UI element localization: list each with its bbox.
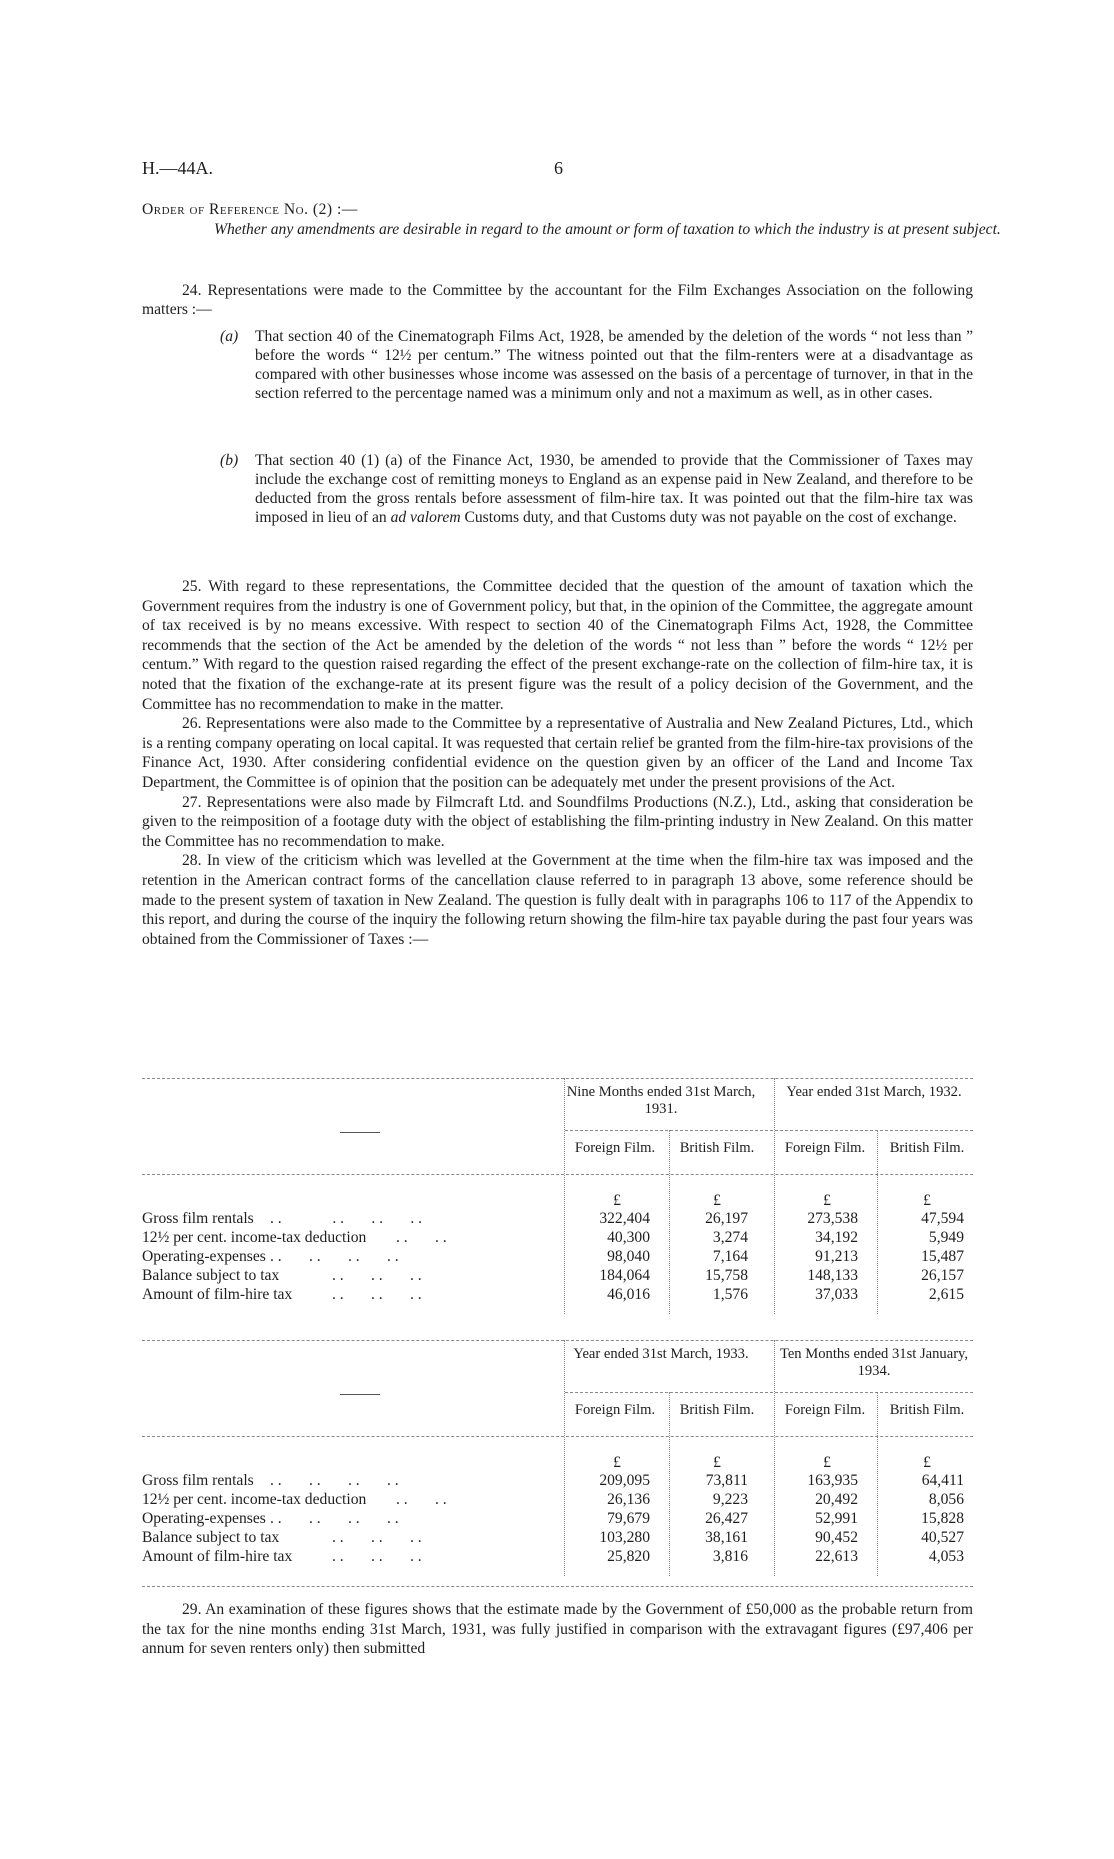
table1-cell: 91,213 xyxy=(815,1248,858,1265)
tax-table-1: Nine Months ended 31st March, 1931. Year ended 31st March, 1932. Foreign Film. British Film. Foreign Film. British Film. £ £ £ £ Gross film rentals 12½ per cent. income-tax deduction Operating-expenses Balance subject to tax Amount of film-hire tax . . . . . . . . . . . . . . . . . . . . . . . . . . . . . . . . 322,404 26,197 273,538 47,594 40,300 3,274 34,192 5,949 98,040 7,164 91,213 15,487 184,064 15,758 148,133 26,157 46,016 1,576 37,033 2,615 xyxy=(142,1078,973,1348)
table1-currency-4: £ xyxy=(923,1192,931,1209)
paragraph-28: 28. In view of the criticism which was levelled at the Government at the time when the film-hire tax was imposed and the retention in the American contract forms of the cancellation clause referred to in paragraph 13 above, some reference should be made to the present system of taxation in New Zealand. The question is fully dealt with in paragraphs 106 to 117 of the Appendix to this report, and during the course of the inquiry the following return showing the film-hire tax payable during the past four years was obtained from the Commissioner of Taxes :— xyxy=(142,852,973,948)
reference-question: Whether any amendments are desirable in regard to the amount or form of taxation to which the industry is at present subject. xyxy=(214,221,1001,238)
table2-cell: 103,280 xyxy=(599,1529,650,1546)
table1-cell: 47,594 xyxy=(921,1210,964,1227)
table2-cell: 4,053 xyxy=(928,1548,964,1565)
table2-cell: 25,820 xyxy=(607,1548,650,1565)
page-number: 6 xyxy=(554,158,563,178)
paragraph-25: 25. With regard to these representations, the Committee decided that the question of the amount of taxation which the Government requires from the industry is one of Government policy, but that, in the opinion of the Committee, the aggregate amount of tax received is by no means excessive. With respect to section 40 of the Cinematograph Films Act, 1928, the Committee recommends that the section of the Act be amended by the deletion of the words “ not less than ” before the words “ 12½ per centum.” With regard to the question raised regarding the effect of the present exchange-rate on the collection of film-hire tax, it is noted that the fixation of the exchange-rate at its present figure was the result of a policy decision of the Government, and the Committee has no recommendation to make in the matter. xyxy=(142,578,973,713)
table2-foreign-1: Foreign Film. xyxy=(574,1402,656,1418)
table1-period1: Nine Months ended 31st March, 1931. xyxy=(566,1084,756,1117)
table2-row-label: Amount of film-hire tax xyxy=(142,1548,293,1565)
table1-foreign-1: Foreign Film. xyxy=(574,1140,656,1156)
table2-period1: Year ended 31st March, 1933. xyxy=(573,1346,749,1362)
table1-currency-1: £ xyxy=(613,1192,621,1209)
table2-cell: 8,056 xyxy=(928,1491,964,1508)
table1-currency-3: £ xyxy=(823,1192,831,1209)
table2-cell: 26,136 xyxy=(607,1491,650,1508)
table2-row-label: 12½ per cent. income-tax deduction xyxy=(142,1491,367,1508)
table2-currency-2: £ xyxy=(713,1454,721,1471)
table1-row-label: Amount of film-hire tax xyxy=(142,1286,293,1303)
paragraph-27: 27. Representations were also made by Filmcraft Ltd. and Soundfilms Productions (N.Z.), Ltd., asking that consideration be given to the reimposition of a footage duty with the object of establishing the film-printing industry in New Zealand. On this matter the Committee has no recommendation to make. xyxy=(142,793,973,850)
table2-currency-4: £ xyxy=(923,1454,931,1471)
table1-cell: 322,404 xyxy=(599,1210,650,1227)
table1-cell: 7,164 xyxy=(712,1248,748,1265)
table1-cell: 184,064 xyxy=(599,1267,650,1284)
table1-cell: 148,133 xyxy=(807,1267,858,1284)
table2-cell: 73,811 xyxy=(705,1472,748,1489)
table2-currency-1: £ xyxy=(613,1454,621,1471)
table2-cell: 9,223 xyxy=(712,1491,748,1508)
table2-cell: 209,095 xyxy=(599,1472,650,1489)
item-a-label: (a) xyxy=(220,328,239,345)
table2-cell: 52,991 xyxy=(815,1510,858,1527)
table1-cell: 40,300 xyxy=(607,1229,650,1246)
paragraphs-25-28 xyxy=(142,577,973,949)
table2-row-label: Gross film rentals xyxy=(142,1472,254,1489)
table1-cell: 273,538 xyxy=(807,1210,858,1227)
table2-currency-3: £ xyxy=(823,1454,831,1471)
table2-british-2: British Film. xyxy=(889,1402,965,1418)
table2-cell: 38,161 xyxy=(705,1529,748,1546)
table1-cell: 3,274 xyxy=(712,1229,748,1246)
table2-cell: 90,452 xyxy=(815,1529,858,1546)
table2-cell: 22,613 xyxy=(815,1548,858,1565)
table1-cell: 26,197 xyxy=(705,1210,748,1227)
table1-cell: 15,758 xyxy=(705,1267,748,1284)
table1-row-label: 12½ per cent. income-tax deduction xyxy=(142,1229,367,1246)
table2-foreign-2: Foreign Film. xyxy=(784,1402,866,1418)
item-b-label: (b) xyxy=(220,452,239,469)
table2-cell: 20,492 xyxy=(815,1491,858,1508)
table1-row-label: Gross film rentals xyxy=(142,1210,254,1227)
table2-row-label: Operating-expenses xyxy=(142,1510,266,1527)
table1-cell: 34,192 xyxy=(815,1229,858,1246)
table2-cell: 64,411 xyxy=(921,1472,964,1489)
item-b-text xyxy=(255,452,973,526)
table1-foreign-2: Foreign Film. xyxy=(784,1140,866,1156)
table1-cell: 2,615 xyxy=(928,1286,964,1303)
paragraph-29: 29. An examination of these figures shows that the estimate made by the Government of £50,000 as the probable return from the tax for the nine months ending 31st March, 1931, was fully justified in comparison with the extravagant figures (£97,406 per annum for seven renters only) then submitted xyxy=(142,1601,973,1658)
table1-period2: Year ended 31st March, 1932. xyxy=(786,1084,962,1100)
table1-row-label: Operating-expenses xyxy=(142,1248,266,1265)
page-header xyxy=(142,158,972,182)
table2-cell: 3,816 xyxy=(712,1548,748,1565)
table1-cell: 5,949 xyxy=(928,1229,964,1246)
paragraph-26: 26. Representations were also made to the Committee by a representative of Australia and New Zealand Pictures, Ltd., which is a renting company operating on local capital. It was requested that certain relief be granted from the film-hire-tax provisions of the Finance Act, 1930. After considering confidential evidence on the question given by an officer of the Land and Income Tax Department, the Committee is of opinion that the position can be adequately met under the present provisions of the Act. xyxy=(142,715,973,791)
table2-cell: 163,935 xyxy=(807,1472,858,1489)
table2-cell: 26,427 xyxy=(705,1510,748,1527)
table1-cell: 15,487 xyxy=(921,1248,964,1265)
order-of-reference-heading: Order of Reference No. (2) :— xyxy=(142,201,358,218)
item-b-text-end: Customs duty, and that Customs duty was not payable on the cost of exchange. xyxy=(460,509,957,526)
table1-british-2: British Film. xyxy=(889,1140,965,1156)
table2-cell: 15,828 xyxy=(921,1510,964,1527)
table2-row-label: Balance subject to tax xyxy=(142,1529,280,1546)
table1-row-label: Balance subject to tax xyxy=(142,1267,280,1284)
table1-currency-2: £ xyxy=(713,1192,721,1209)
item-a xyxy=(220,327,973,403)
document-reference: H.—44A. xyxy=(142,158,213,178)
table1-cell: 46,016 xyxy=(607,1286,650,1303)
item-b-italic: ad valorem xyxy=(390,509,461,526)
table1-cell: 98,040 xyxy=(607,1248,650,1265)
table1-british-1: British Film. xyxy=(679,1140,755,1156)
item-b-text-start: That section 40 (1) (a) of the Finance Act, 1930, be amended to provide that the Commissioner of Taxes may include the exchange cost of remitting moneys to England as an expense paid in New Zealand, and therefore to be deducted from the gross rentals before assessment of film-hire tax. It was pointed out that the film-hire tax was imposed in lieu of an xyxy=(255,452,973,526)
table2-british-1: British Film. xyxy=(679,1402,755,1418)
table2-cell: 79,679 xyxy=(607,1510,650,1527)
tax-table-2: Year ended 31st March, 1933. Ten Months ended 31st January, 1934. Foreign Film. British Film. Foreign Film. British Film. £ £ £ £ Gross film rentals 12½ per cent. income-tax deduction Operating-expenses Balance subject to tax Amount of film-hire tax . . . . . . . . . . . . . . . . . . . . . . . . . . . . . . . . 209,095 73,811 163,935 64,411 26,136 9,223 20,492 8,056 79,679 26,427 52,991 15,828 103,280 38,161 90,452 40,527 25,820 3,816 22,613 4,053 xyxy=(142,1340,973,1600)
item-b xyxy=(220,451,973,527)
table1-cell: 37,033 xyxy=(815,1286,858,1303)
item-a-text: That section 40 of the Cinematograph Films Act, 1928, be amended by the deletion of the words “ not less than ” before the words “ 12½ per centum.” The witness pointed out that the film-renters were at a disadvantage as compared with other businesses whose income was assessed on the basis of a percentage of turnover, in that in the section referred to the percentage named was a minimum only and not a maximum as well, as in other cases. xyxy=(255,328,973,402)
table1-cell: 26,157 xyxy=(921,1267,964,1284)
paragraph-24: 24. Representations were made to the Committee by the accountant for the Film Exchanges Association on the following matters :— xyxy=(142,282,973,318)
table2-cell: 40,527 xyxy=(921,1529,964,1546)
table2-period2: Ten Months ended 31st January, 1934. xyxy=(779,1346,969,1379)
table1-cell: 1,576 xyxy=(712,1286,748,1303)
